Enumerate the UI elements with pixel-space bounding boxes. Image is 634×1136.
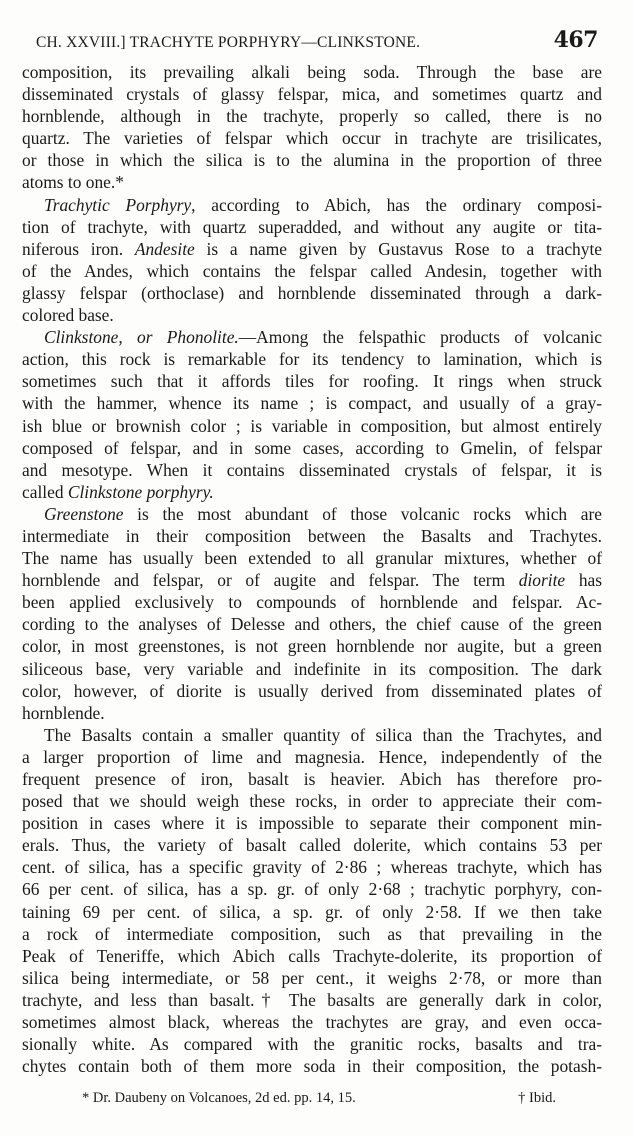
text-line: The Basalts contain a smaller quantity of silica than the Trachytes, and [44, 724, 602, 745]
term-greenstone: Greenstone [44, 503, 124, 524]
text-line: color, however, of diorite is usually derived from disseminated plates of [22, 680, 602, 701]
text-line: Peak of Teneriffe, which Abich calls Trachyte-dolerite, its proportion of [22, 945, 602, 966]
text-line-diorite [22, 569, 602, 591]
text-line: siliceous base, very variable and indefinite in its composition. The dark [22, 658, 602, 679]
text-line: glassy felspar (orthoclase) and hornblende disseminated through a dark- [22, 282, 602, 303]
text-line: a rock of intermediate composition, such as that prevailing in the [22, 923, 602, 944]
text-line: ish blue or brownish color ; is variable in composition, but almost entirely [22, 415, 602, 436]
text-line-greenstone [22, 503, 602, 525]
text-line: intermediate in their composition between the Basalts and Trachytes. [22, 525, 602, 546]
text-line: posed that we should weigh these rocks, in order to appreciate their com- [22, 791, 602, 812]
text-line: 66 per cent. of silica, has a sp. gr. of only 2·68 ; trachytic porphyry, con- [22, 879, 602, 900]
line-rest: is the most abundant of those volcanic rocks which are [123, 503, 602, 524]
text-line: atoms to one.* [22, 172, 124, 193]
line-rest: has [565, 570, 602, 591]
footnotes [36, 1090, 556, 1107]
text-line: of the Andes, which contains the felspar called Andesin, together with [22, 260, 602, 281]
page-number: 467 [553, 27, 598, 53]
text-line-clinkstone-porphyry [22, 481, 602, 503]
line-start: hornblende and felspar, or of augite and felspar. The term [22, 570, 519, 591]
text-line: color, in most greenstones, is not green hornblende nor augite, but a green [22, 636, 602, 657]
line-rest: , according to Abich, has the ordinary composi- [191, 194, 602, 215]
line-rest: —Among the felspathic products of volcanic [238, 327, 602, 348]
text-line: or those in which the silica is to the alumina in the proportion of three [22, 150, 602, 171]
text-line: colored base. [22, 305, 114, 326]
text-line: disseminated crystals of glassy felspar, mica, and sometimes quartz and [22, 84, 602, 105]
text-line: tion of trachyte, with quartz superadded, and without any augite or tita- [22, 216, 602, 237]
text-line: action, this rock is remarkable for its tendency to lamination, which is [22, 349, 602, 370]
text-line: The name has usually been extended to all granular mixtures, whether of [22, 548, 602, 569]
term-clinkstone: Clinkstone, or Phonolite. [44, 327, 239, 348]
body-text [22, 61, 602, 1077]
line-start: niferous iron. [22, 238, 135, 259]
term-clinkstone-porphyry: Clinkstone porphyry. [67, 481, 214, 502]
text-line: sometimes such that it affords tiles for roofing. It rings when struck [22, 371, 602, 392]
text-line: quartz. The varieties of felspar which occur in trachyte are trisilicates, [22, 128, 602, 149]
text-line-andesite [22, 238, 602, 260]
text-line: with the hammer, whence its name ; is compact, and usually of a gray- [22, 393, 602, 414]
running-header [36, 27, 598, 53]
text-line: chytes contain both of them more soda in their composition, the potash- [22, 1056, 602, 1077]
text-line: composition, its prevailing alkali being soda. Through the base are [22, 62, 602, 82]
text-line: silica being intermediate, or 58 per cent., it weighs 2·78, or more than [22, 967, 602, 988]
term-diorite: diorite [518, 570, 566, 591]
text-line: composed of felspar, and in some cases, according to Gmelin, of felspar [22, 437, 602, 458]
text-line: trachyte, and less than basalt.† The basalts are generally dark in color, [22, 989, 602, 1010]
text-line: cording to the analyses of Delesse and others, the chief cause of the green [22, 614, 602, 635]
text-line: a larger proportion of lime and magnesia. Hence, independently of the [22, 746, 602, 767]
text-line: hornblende, although in the trachyte, properly so called, there is no [22, 106, 602, 127]
text-line: hornblende. [22, 702, 105, 723]
footnote-ibid: † Ibid. [518, 1090, 556, 1106]
text-line: sometimes almost black, whereas the trachytes are gray, and even occa- [22, 1012, 602, 1033]
text-line-trachytic-porphyry [22, 194, 602, 216]
text-line: and mesotype. When it contains disseminated crystals of felspar, it is [22, 459, 602, 480]
line-start: called [22, 481, 68, 502]
text-line: cent. of silica, has a specific gravity of 2·86 ; whereas trachyte, which has [22, 857, 602, 878]
text-line: been applied exclusively to compounds of hornblende and felspar. Ac- [22, 592, 602, 613]
text-line-clinkstone [22, 326, 602, 348]
text-line: sionally white. As compared with the granitic rocks, basalts and tra- [22, 1034, 602, 1055]
text-line: position in cases where it is impossible to separate their component min- [22, 813, 602, 834]
text-line: taining 69 per cent. of silica, a sp. gr. of only 2·58. If we then take [22, 901, 602, 922]
term-andesite: Andesite [134, 238, 195, 259]
text-line: frequent presence of iron, basalt is heavier. Abich has therefore pro- [22, 769, 602, 789]
running-title: CH. XXVIII.] TRACHYTE PORPHYRY—CLINKSTONE. [36, 34, 421, 51]
text-line: erals. Thus, the variety of basalt called dolerite, which contains 53 per [22, 835, 602, 856]
term-trachytic-porphyry: Trachytic Porphyry [44, 194, 192, 215]
line-rest: is a name given by Gustavus Rose to a trachyte [194, 238, 602, 259]
footnote-daubeny: * Dr. Daubeny on Volcanoes, 2d ed. pp. 14, 15. [82, 1090, 356, 1106]
